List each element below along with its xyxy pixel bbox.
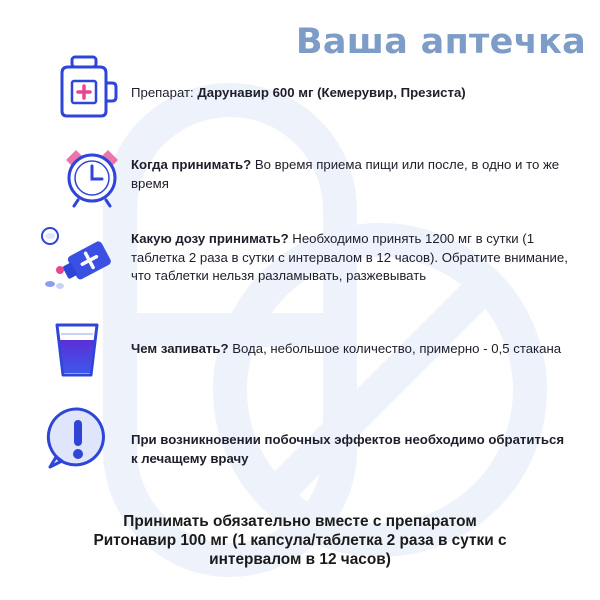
dose-text: [131, 230, 571, 286]
page-title: Ваша аптечка: [295, 22, 586, 62]
drink-label: Чем запивать?: [131, 341, 229, 356]
when-label: Когда принимать?: [131, 157, 252, 172]
footer-line-2: Ритонавир 100 мг (1 капсула/таблетка 2 раза в сутки с: [93, 532, 507, 549]
alarm-clock-icon: [60, 142, 130, 208]
medicine-bottle-icon: [52, 53, 122, 119]
when-value: Во время приема пищи или после, в одно и то же время: [131, 157, 560, 191]
warning-icon: [46, 405, 110, 471]
warning-label: При возникновении побочных эффектов необходимо обратиться к лечащему врачу: [131, 432, 565, 466]
drug-value: Дарунавир 600 мг (Кемерувир, Презиста): [197, 85, 466, 100]
pill-bottle-icon: [38, 222, 122, 294]
drug-text: [131, 84, 571, 103]
footer-line-1: Принимать обязательно вместе с препаратом: [123, 513, 477, 530]
footer-note: [70, 512, 530, 569]
warning-text: [131, 431, 571, 468]
water-glass-icon: [52, 320, 102, 380]
drink-text: [131, 340, 571, 359]
drink-value: Вода, небольшое количество, примерно - 0,5 стакана: [232, 341, 562, 356]
footer-line-3: интервалом в 12 часов): [209, 551, 391, 568]
dose-label: Какую дозу принимать?: [131, 231, 289, 246]
dose-value: Необходимо принять 1200 мг в сутки (1 таблетка 2 раза в сутки с интервалом в 12 часов). Обратите внимание, что таблетки нельзя разламывать, разжевывать: [131, 231, 568, 283]
drug-label: Препарат:: [131, 85, 194, 100]
when-text: [131, 156, 571, 193]
